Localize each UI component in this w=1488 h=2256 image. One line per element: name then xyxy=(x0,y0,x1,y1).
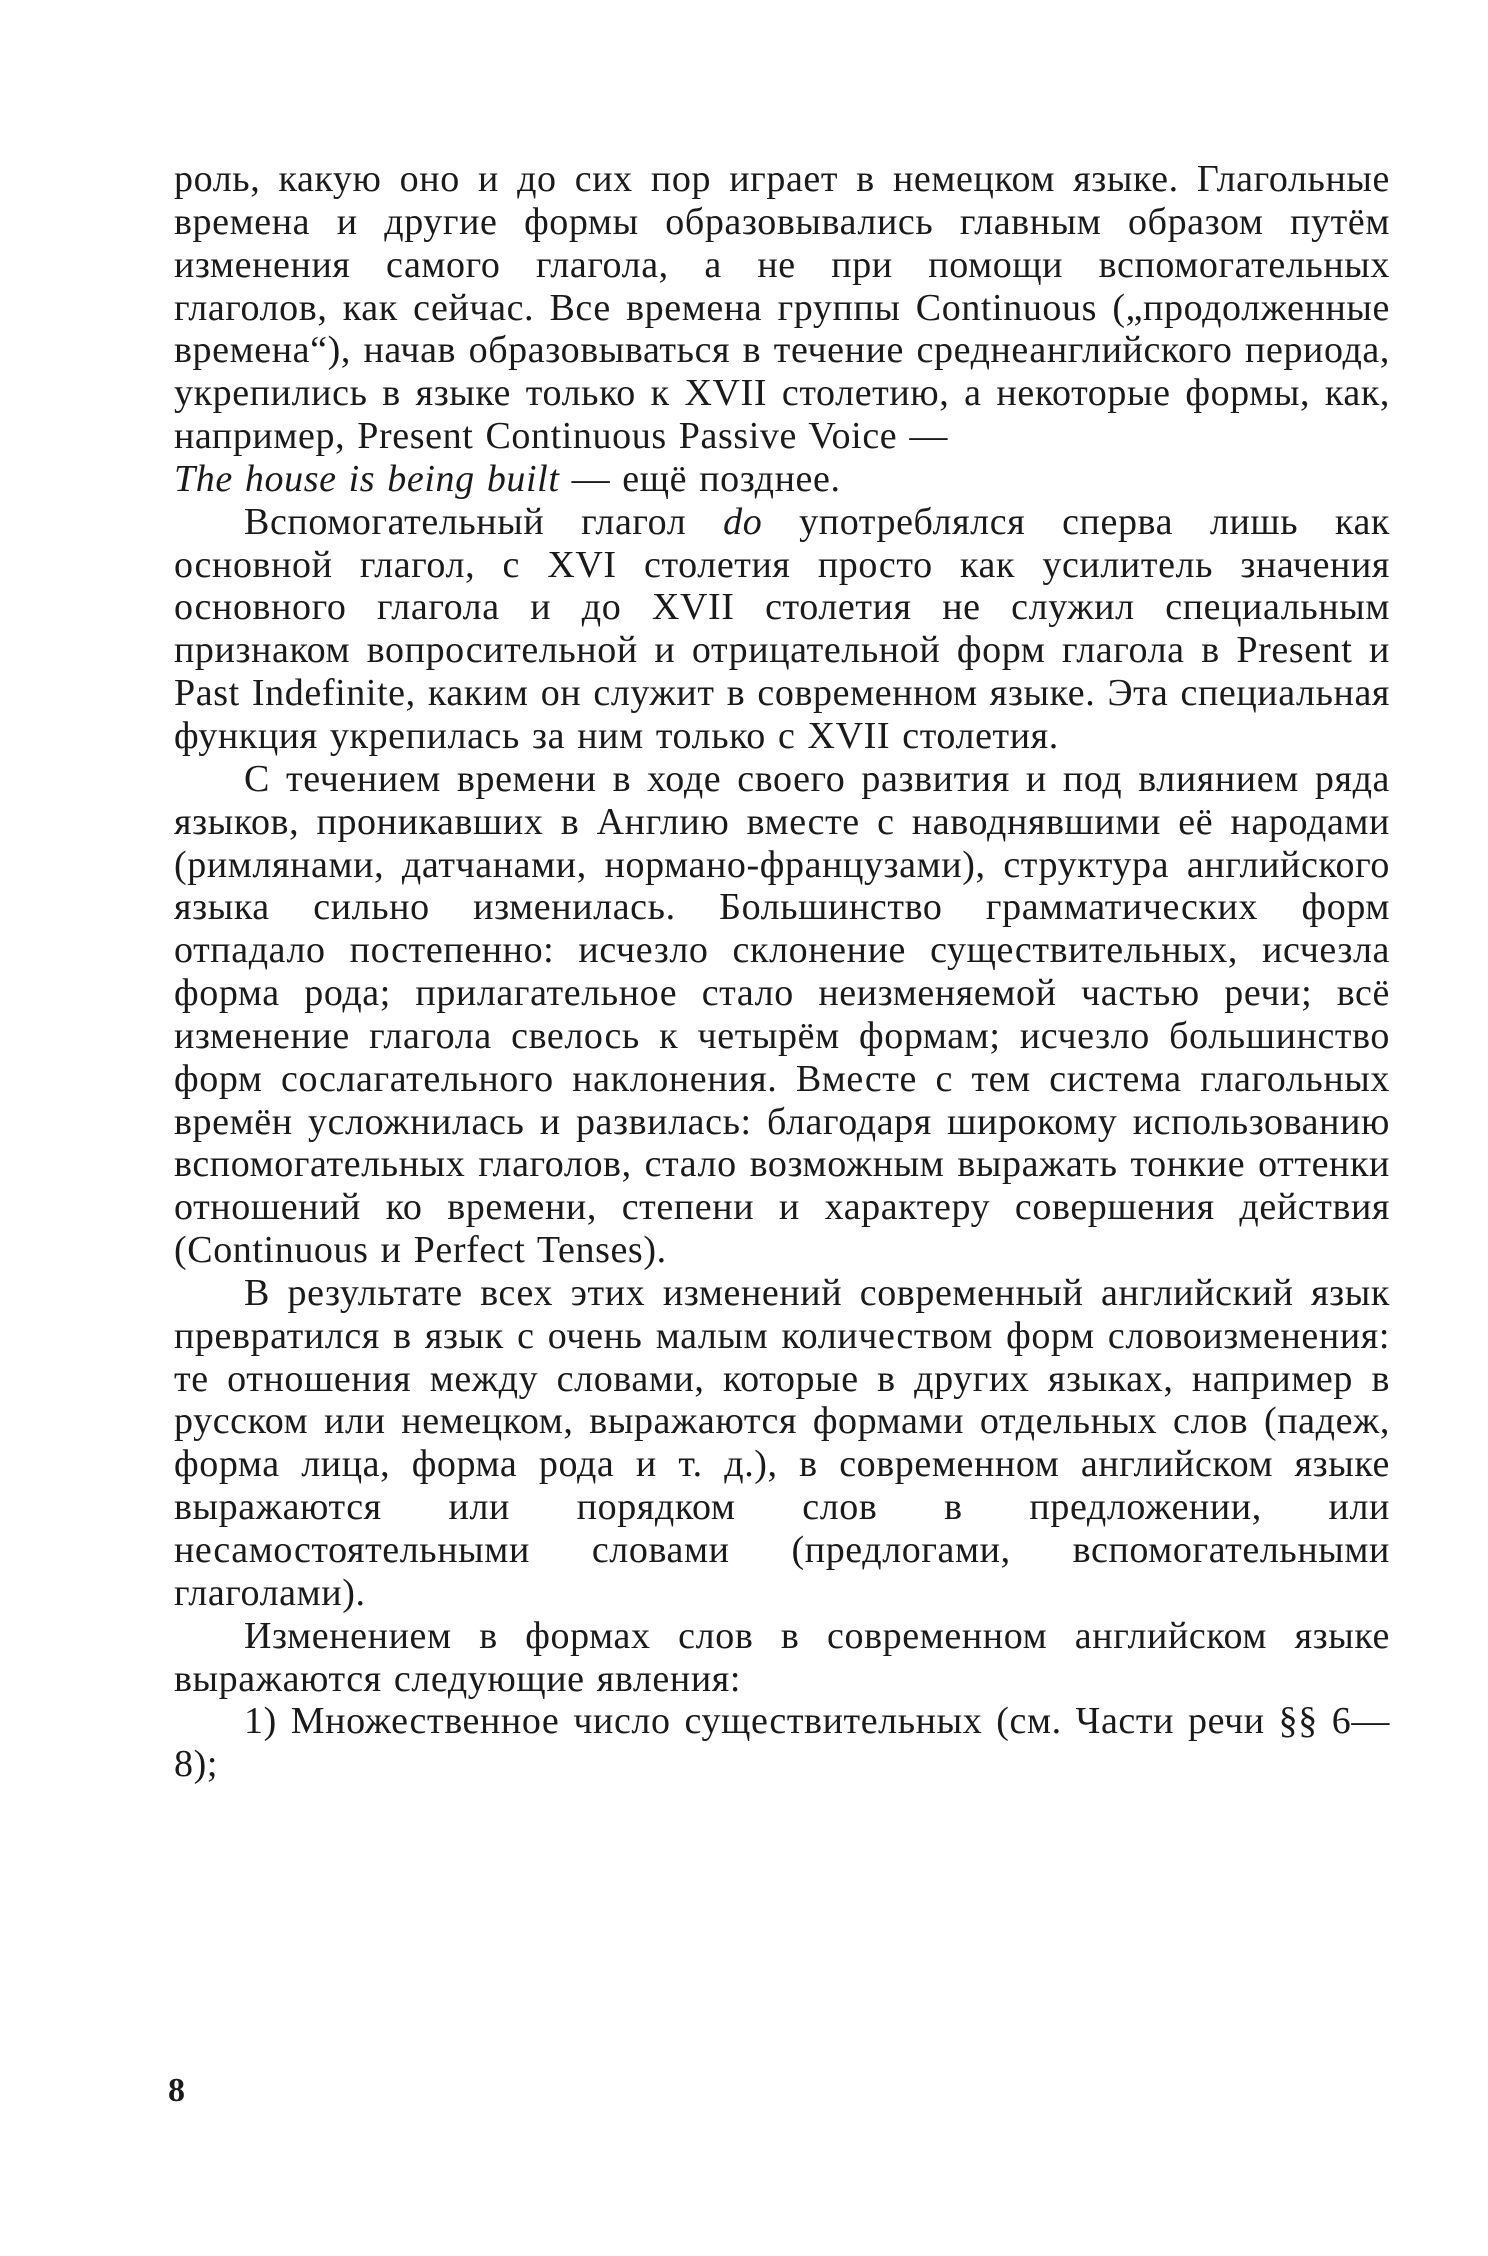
paragraph-1 xyxy=(174,158,1390,501)
paragraph-5: Изменением в формах слов в современном английском языке выражаются следующие явления: xyxy=(174,1614,1390,1700)
paragraph-2-text: употреблялся сперва лишь как основной глагол, с XVI столетия просто как усилитель значения основного глагола и до XVII столетия не служил специальным признаком вопросительной и отрицательной форм глагола в Present и Past Indefinite, каким он служит в современном языке. Эта специальная функция укрепилась за ним только с XVII столетия. xyxy=(174,500,1390,757)
paragraph-1-text: роль, какую оно и до сих пор играет в немецком языке. Глагольные времена и другие формы образовывались главным образом путём изменения самого глагола, а не при помощи вспомогательных глаголов, как сейчас. Все времена группы Continuous („продолженные времена“), начав образовываться в течение среднеанглийского периода, укрепились в языке только к XVII столетию, а некоторые формы, как, например, Present Continuous Passive Voice — xyxy=(174,158,1390,458)
paragraph-2 xyxy=(174,501,1390,758)
paragraph-3: С течением времени в ходе своего развития и под влиянием ряда языков, проникавших в Англию вместе с наводнявшими её народами (римлянами, датчанами, нормано-французами), структура английского языка сильно изменилась. Большинство грамматических форм отпадало постепенно: исчезло склонение существительных, исчезла форма рода; прилагательное стало неизменяемой частью речи; всё изменение глагола свелось к четырём формам; исчезло большинство форм сослагательного наклонения. Вместе с тем система глагольных времён усложнилась и развилась: благодаря широкому использованию вспомогательных глаголов, стало возможным выражать тонкие оттенки отношений ко времени, степени и характеру совершения действия (Continuous и Perfect Tenses). xyxy=(174,757,1390,1272)
example-sentence: The house is being built xyxy=(174,457,560,500)
verb-do: do xyxy=(723,500,763,543)
paragraph-2-lead: Вспомогательный глагол xyxy=(244,500,724,543)
paragraph-1-tail: — ещё позднее. xyxy=(559,457,841,500)
paragraph-4: В результате всех этих изменений современный английский язык превратился в язык с очень малым количеством форм словоизменения: те отношения между словами, которые в других языках, например в русском или немецком, выражаются формами отдельных слов (падеж, форма лица, форма рода и т. д.), в современном английском языке выражаются или порядком слов в предложении, или несамостоятельными словами (предлогами, вспомогательными глаголами). xyxy=(174,1271,1390,1614)
list-item-1: 1) Множественное число существительных (см. Части речи §§ 6—8); xyxy=(174,1700,1390,1786)
page-body xyxy=(174,158,1390,1786)
page-number: 8 xyxy=(168,2072,185,2109)
